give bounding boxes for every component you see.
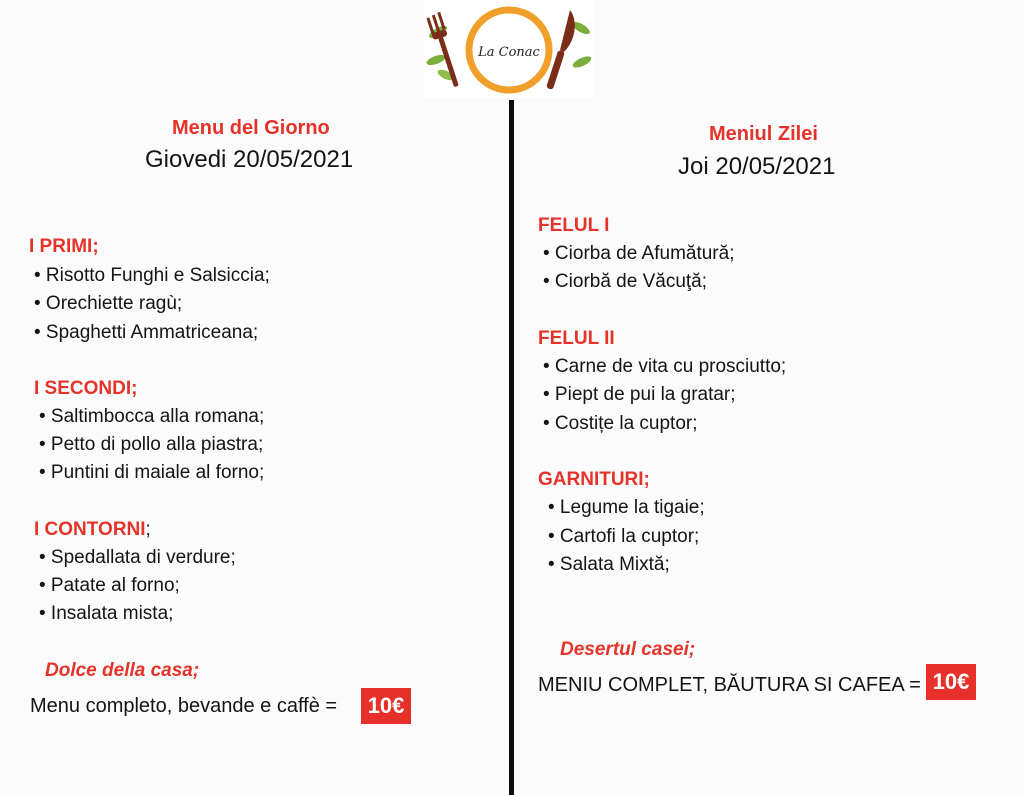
right-menu-date: Joi 20/05/2021: [678, 153, 836, 180]
list-item: • Spedallata di verdure;: [39, 547, 236, 568]
right-dessert: Desertul casei;: [560, 639, 696, 660]
list-item: • Risotto Funghi e Salsiccia;: [34, 265, 270, 286]
list-item: • Costițe la cuptor;: [543, 413, 698, 434]
left-section-contorni: I CONTORNI;: [34, 519, 151, 540]
leaf-icon: [571, 54, 593, 70]
list-item: • Orechiette ragù;: [34, 293, 183, 314]
list-item: • Insalata mista;: [39, 603, 174, 624]
left-section-secondi: I SECONDI;: [34, 378, 138, 399]
right-offer-text: MENIU COMPLET, BĂUTURA SI CAFEA =: [538, 674, 921, 696]
left-section-primi: I PRIMI;: [29, 236, 99, 257]
logo-text: La Conac: [478, 45, 540, 60]
list-item: • Saltimbocca alla romana;: [39, 406, 265, 427]
right-price-badge: 10€: [926, 664, 976, 700]
list-item: • Ciorba de Afumătură;: [543, 243, 735, 264]
list-item: • Spaghetti Ammatriceana;: [34, 322, 259, 343]
list-item: • Patate al forno;: [39, 575, 180, 596]
left-offer-text: Menu completo, bevande e caffè =: [30, 695, 338, 717]
restaurant-logo: [424, 0, 594, 98]
list-item: • Puntini di maiale al forno;: [39, 462, 265, 483]
left-menu-title: Menu del Giorno: [172, 117, 330, 139]
right-section-felul-1: FELUL I: [538, 215, 610, 236]
list-item: • Petto di pollo alla piastra;: [39, 434, 264, 455]
leaf-icon: [425, 53, 447, 67]
list-item: • Salata Mixtă;: [548, 554, 670, 575]
left-menu-date: Giovedi 20/05/2021: [145, 146, 354, 173]
left-price-badge: 10€: [361, 688, 411, 724]
right-section-garnituri: GARNITURI;: [538, 469, 650, 490]
list-item: • Cartofi la cuptor;: [548, 526, 700, 547]
list-item: • Carne de vita cu prosciutto;: [543, 356, 787, 377]
list-item: • Legume la tigaie;: [548, 497, 705, 518]
list-item: • Ciorbă de Văcuţă;: [543, 271, 708, 292]
column-divider: [509, 100, 514, 795]
right-section-felul-2: FELUL II: [538, 328, 615, 349]
right-menu-title: Meniul Zilei: [709, 123, 818, 145]
list-item: • Piept de pui la gratar;: [543, 384, 736, 405]
left-dessert: Dolce della casa;: [45, 660, 200, 681]
logo-graphic: [424, 0, 594, 98]
